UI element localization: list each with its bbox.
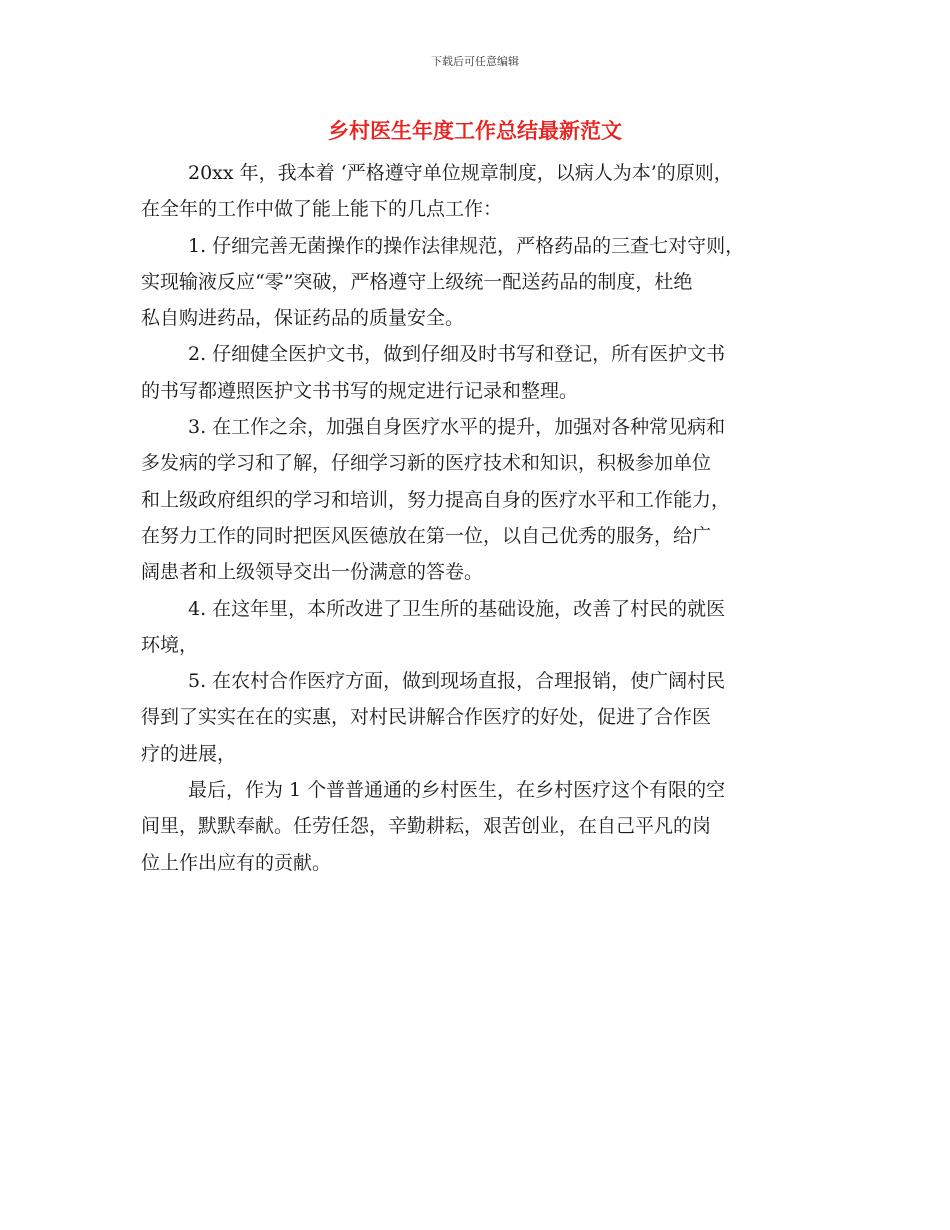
paragraph — [141, 772, 831, 881]
header-note: 下载后可任意编辑 — [431, 55, 519, 68]
paragraph — [141, 591, 831, 664]
paragraph — [141, 228, 831, 337]
paragraph-line: 疗的进展， — [141, 742, 237, 765]
paragraph-line: 阔患者和上级领导交出一份满意的答卷。 — [141, 561, 484, 584]
paragraph — [141, 155, 831, 228]
paragraph — [141, 663, 831, 772]
paragraph-line: 20xx 年，我本着 ‘严格遵守单位规章制度，以病人为本’的原则， — [188, 162, 733, 184]
paragraph-line: 多发病的学习和了解，仔细学习新的医疗技术和知识，积极参加单位 — [141, 452, 712, 475]
paragraph-line: 最后，作为 1 个普普通通的乡村医生，在乡村医疗这个有限的空 — [188, 779, 726, 802]
paragraph-line: 在全年的工作中做了能上能下的几点工作： — [141, 198, 503, 221]
paragraph-line: 私自购进药品，保证药品的质量安全。 — [141, 307, 465, 330]
paragraph-line: 环境， — [141, 633, 199, 656]
paragraph-line: 2. 仔细健全医护文书，做到仔细及时书写和登记，所有医护文书 — [188, 343, 726, 366]
paragraph-line: 和上级政府组织的学习和培训，努力提高自身的医疗水平和工作能力， — [141, 488, 731, 511]
paragraph — [141, 336, 831, 409]
paragraph-line: 实现输液反应“零”突破，严格遵守上级统一配送药品的制度，杜绝 — [141, 270, 693, 293]
document-body — [141, 155, 831, 881]
paragraph-line: 4. 在这年里，本所改进了卫生所的基础设施，改善了村民的就医 — [188, 597, 726, 620]
paragraph — [141, 409, 831, 590]
paragraph-line: 间里，默默奉献。任劳任怨，辛勤耕耘，艰苦创业，在自己平凡的岗 — [141, 815, 712, 838]
paragraph-line: 在努力工作的同时把医风医德放在第一位，以自己优秀的服务，给广 — [141, 524, 712, 547]
paragraph-line: 的书写都遵照医护文书书写的规定进行记录和整理。 — [141, 379, 579, 402]
paragraph-line: 得到了实实在在的实惠，对村民讲解合作医疗的好处，促进了合作医 — [141, 706, 712, 729]
paragraph-line: 5. 在农村合作医疗方面，做到现场直报，合理报销，使广阔村民 — [188, 670, 726, 693]
document-title: 乡村医生年度工作总结最新范文 — [328, 119, 622, 143]
paragraph-line: 3. 在工作之余，加强自身医疗水平的提升，加强对各种常见病和 — [188, 416, 726, 439]
paragraph-line: 1. 仔细完善无菌操作的操作法律规范，严格药品的三查七对守则， — [188, 234, 745, 257]
paragraph-line: 位上作出应有的贡献。 — [141, 851, 332, 874]
